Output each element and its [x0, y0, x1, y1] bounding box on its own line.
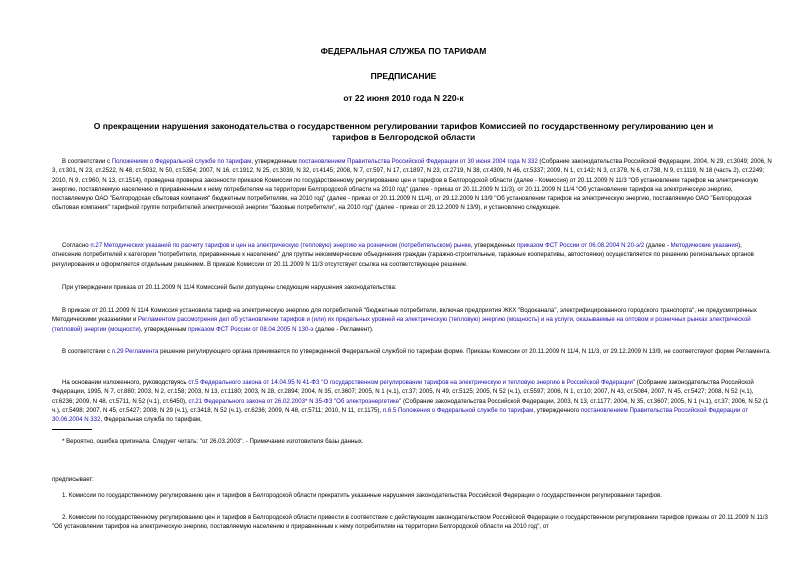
link-fst-order-20e2[interactable]: приказом ФСТ России от 06.08.2004 N 20-э/2 — [516, 242, 645, 249]
link-government-resolution-30-06-2004[interactable]: постановлением Правительства Российской Федерации от 30.06.2004 N 332 — [52, 406, 749, 424]
p2-text-3: (далее - — [644, 242, 671, 249]
prescribes-label: предписывает: — [52, 476, 94, 483]
p4-text-2: , утвержденным — [140, 325, 188, 333]
p6-text-3: (Собрание законодательства Российской Федерации, 2003, N 13, ст.1177; 2004, N 35, ст.3607; 2005, N 1 (ч.1), ст.37; 2006, N 52 (1 ч.), ст.5498; 2007, N 45, ст.5427; 2008, N 29 (ч.1), ст.3418, N 52 (ч.1), ст.6236; 2009, N 48, ст.5711; 2010, N 11, ст.1175), — [52, 397, 769, 414]
p2-text-1: Согласно — [62, 242, 91, 249]
p1-text-1: В соответствии с — [62, 158, 112, 165]
item-2 — [52, 513, 772, 532]
p1-text-3: (Собрание законодательства Российской Федерации, 2004, N 29, ст.3049; 2006, N 3, ст.301, N 23, ст.2522, N 48, ст.5032, N 50, ст.5354; 2007, N 16, ст.1912, N 25, ст.3039, N 32, ст.4145; 2008, N 7, ст.597, N 17, ст.1897, N 23, ст.2719, N 38, ст.4309, N 46, ст.5337; 2009, N 1, ст.142; N 3, ст.378, N 6, ст.738, N 9, ст.1119, N 18 (часть 2), ст.2249; 2010, N 9, ст.960, N 13, ст.1514), проведена проверка законности приказов Комиссии по государственному регулированию цен и тарифов в Белгородской области (далее - Комиссия) от 20.11.2009 N 11/3 "Об установлении тарифов на электрическую энергию, поставляемую населению и приравненным к нему потребителям на территории Белгородской области на 2010 год" (далее - приказ от 20.11.2009 N 11/3), от 20.11.2009 N 11/4 "Об установлении тарифов на электрическую энергию, поставляемую ОАО "Белгородская сбытовая компания" бюджетным потребителям, на 2010 год" (далее - приказ от 20.11.2009 N 11/4), от 29.12.2009 N 13/9 "Об установлении тарифов на электрическую энергию, поставляемую ОАО "Белгородская сбытовая компания" тарифной группе потребителей электрической энергии "базовые потребители", на 2010 год" (далее - приказ от 29.12.2009 N 13/9), и установлено следующее. — [52, 158, 772, 212]
p2-text-2: , утвержденных — [470, 242, 517, 249]
document-type: ПРЕДПИСАНИЕ — [370, 71, 437, 81]
p4-text-1: В приказе от 20.11.2009 N 11/4 Комиссия установила тариф на электрическую энергию для потребителей "бюджетные потребители, включая предприятия ЖКХ "Водоканала", электрифицированного городского транспорта", не предусмотренных Методическими указаниями и — [52, 307, 757, 324]
document-date-number: от 22 июня 2010 года N 220-к — [343, 93, 464, 103]
link-fst-regulation-p6-5[interactable]: п.6.5 Положения о Федеральной службе по тарифам — [382, 406, 534, 414]
link-fst-order-130e[interactable]: приказом ФСТ России от 08.04.2005 N 130-э — [187, 325, 314, 333]
footnote-separator — [52, 429, 92, 430]
link-methodical-guidelines[interactable]: Методические указания — [670, 242, 739, 249]
item-1 — [52, 491, 772, 500]
p4-text-3: (далее - Регламент). — [313, 325, 374, 333]
paragraph-4 — [52, 306, 772, 334]
p2-text-4: ), отнесение потребителей к категории "потребители, приравненные к населению" для группы некоммерческие объединения граждан (гаражно-строительные, гаражные кооперативы, автостоянки) осуществляется по решению региональных органов регулирования и оформляется отдельным решением. В приказе Комиссии от 20.11.2009 N 11/3 отсутствует ссылка на соответствующее решение. — [52, 242, 754, 268]
link-federal-law-41fz-art5[interactable]: ст.5 Федерального закона от 14.04.95 N 41-ФЗ "О государственном регулировании тарифов на электрическую и тепловую энергию в Российской Федерации" — [188, 379, 636, 386]
document-subject: О прекращении нарушения законодательства о государственном регулировании тарифов Комиссией по государственному регулированию цен и тарифов в Белгородской области — [93, 121, 714, 142]
paragraph-5 — [52, 347, 772, 356]
p6-text-2: (Собрание законодательства Российской Федерации, 1995, N 7, ст.880; 2003, N 2, ст.158; 2003, N 13, ст.1180; 2003, N 28, ст.2894; 2004, N 35, ст.3607; 2005, N 1 (ч.1), ст.37; 2005, N 49, ст.5125; 2005, N 52 (ч.1), ст.5597; 2006, N 1, ст.10; 2007, N 43, ст.5084, 2007, N 45, ст.5427; 2008, N 52 (ч.1), ст.6236; 2009, N 48, ст.5711, N 52 (ч.1), ст.6450), — [52, 379, 754, 405]
paragraph-3 — [52, 283, 772, 292]
paragraph-1 — [52, 157, 772, 213]
agency-title: ФЕДЕРАЛЬНАЯ СЛУЖБА ПО ТАРИФАМ — [320, 46, 487, 56]
p6-text-4: , утвержденного — [533, 406, 581, 414]
link-federal-law-35fz-art21[interactable]: ст.21 Федерального закона от 26.02.2003* N 35-ФЗ "Об электроэнергетике" — [188, 397, 402, 405]
link-government-resolution-332[interactable]: постановлением Правительства Российской Федерации от 30 июня 2004 года N 332 — [298, 158, 538, 165]
p1-text-2: , утвержденным — [251, 158, 299, 165]
link-regulations-p29[interactable]: п.29 Регламента — [111, 348, 159, 355]
item-1-text: 1. Комиссии по государственному регулированию цен и тарифов в Белгородской области прекратить указанные нарушения законодательства Российской Федерации о государственном регулировании тарифов. — [62, 492, 662, 499]
item-2-text: 2. Комиссии по государственному регулированию цен и тарифов в Белгородской области привести в соответствие с действующим законодательством Российской Федерации о государственном регулировании тарифов приказы от 20.11.2009 N 11/3 "Об установлении тарифов на электрическую энергию, поставляемую населению и приравненным к нему потребителям на территории Белгородской области на 2010 год", от — [52, 514, 768, 531]
p5-text-1: В соответствии с — [62, 348, 112, 355]
paragraph-6 — [52, 378, 772, 424]
p5-text-2: решение регулирующего органа принимается по утвержденной Федеральной службой по тарифам форме. Приказы Комиссии от 20.11.2009 N 11/4, N 11/3, от 29.12.2009 N 13/9, не соответствуют форме Регламента. — [158, 348, 772, 355]
p3-text: При утверждении приказа от 20.11.2009 N 11/4 Комиссией были допущены следующие нарушения законодательства: — [62, 284, 397, 291]
paragraph-2 — [52, 241, 772, 269]
link-regulations[interactable]: Регламентом рассмотрения дел об установлении тарифов и (или) их предельных уровней на электрическую (тепловую) энергию (мощность) и на услуги, оказываемые на оптовом и розничных рынках электрической (тепловой) энергии (мощности) — [52, 316, 751, 333]
link-methodical-guidelines-p27[interactable]: п.27 Методических указаний по расчету тарифов и цен на электрическую (тепловую) энергию на розничном (потребительском) рынке — [90, 242, 471, 249]
p6-text-1: На основании изложенного, руководствуясь — [62, 379, 189, 386]
footnote: * Вероятно, ошибка оригинала. Следует читать: "от 26.03.2003". - Примечание изготовителя базы данных. — [62, 438, 364, 445]
link-fst-regulation[interactable]: Положением о Федеральной службе по тарифам — [111, 158, 252, 165]
p6-text-5: , Федеральная служба по тарифам, — [100, 416, 202, 424]
